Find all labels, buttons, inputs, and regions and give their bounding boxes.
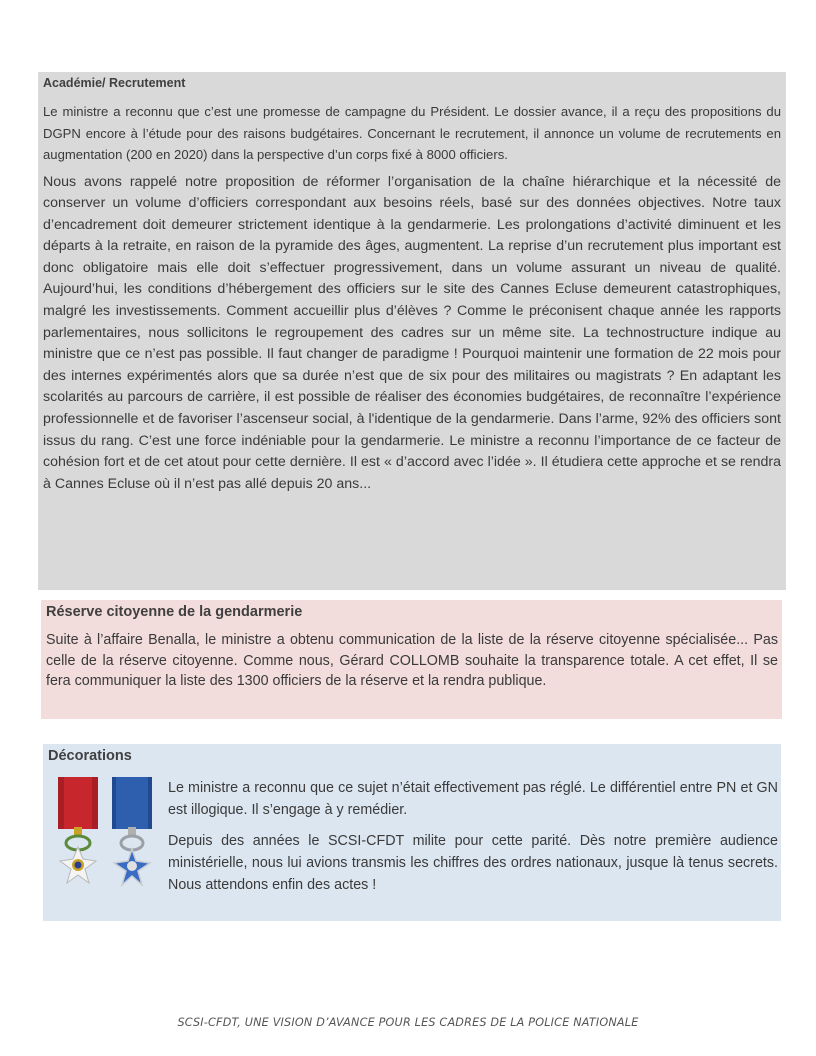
- academie-paragraph-1: Le ministre a reconnu que c’est une promesse de campagne du Président. Le dossier avance, il a reçu des propositions du DGPN encore à l’étude pour des raisons budgétaires. Concernant le recrutement, il annonce un volume de recrutements en augmentation (200 en 2020) dans la perspective d’un corps fixé à 8000 officiers.: [43, 104, 781, 162]
- medals-image: [56, 777, 154, 893]
- decorations-text: [168, 777, 778, 905]
- ordre-national-merite-medal-icon: [112, 777, 152, 885]
- reserve-section: [41, 600, 782, 719]
- footer-slogan: SCSI-CFDT, UNE VISION D’AVANCE POUR LES CADRES DE LA POLICE NATIONALE: [177, 1016, 639, 1029]
- decorations-title: Décorations: [48, 748, 132, 764]
- reserve-paragraph: Suite à l’affaire Benalla, le ministre a obtenu communication de la liste de la réserve citoyenne spécialisée... Pas celle de la réserve citoyenne. Comme nous, Gérard COLLOMB souhaite la transparence totale. A cet effet, Il se fera communiquer la liste des 1300 officiers de la réserve et la rendra publique.: [46, 632, 778, 689]
- decorations-paragraph-2: Depuis des années le SCSI-CFDT milite pour cette parité. Dès notre première audience ministérielle, nous lui avions transmis les chiffres des ordres nationaux, jusque là tenus secrets. Nous attendons enfin des actes !: [168, 833, 778, 893]
- reserve-title: Réserve citoyenne de la gendarmerie: [46, 604, 303, 620]
- decorations-section: [43, 744, 781, 921]
- academie-section: [38, 72, 786, 590]
- decorations-paragraph-1: Le ministre a reconnu que ce sujet n’était effectivement pas réglé. Le différentiel entre PN et GN est illogique. Il s’engage à y remédier.: [168, 780, 778, 818]
- academie-title: Académie/ Recrutement: [43, 76, 186, 90]
- academie-paragraph-2: Nous avons rappelé notre proposition de réformer l’organisation de la chaîne hiérarchique et la nécessité de conserver un volume d’officiers correspondant aux besoins réels, basé sur des données objectives. Notre taux d’encadrement doit demeurer strictement identique à la gendarmerie. Les prolongations d’activité diminuent et les départs à la retraite, en raison de la pyramide des âges, augmentent. La reprise d’un recrutement plus important est donc obligatoire mais elle doit s’effectuer progressivement, dans un volume assurant un niveau de qualité. Aujourd’hui, les conditions d’hébergement des officiers sur le site des Cannes Ecluse demeurent catastrophiques, malgré les investissements. Comment accueillir plus d’élèves ? Comme le préconisent chaque année les rapports parlementaires, nous sollicitons le regroupement des cadres sur un même site. La technostructure indique au ministre que ce n’est pas possible. Il faut changer de paradigme ! Pourquoi maintenir une formation de 22 mois pour des internes expérimentés alors que sa durée n’est que de six pour des militaires ou magistrats ? En adaptant les scolarités au parcours de carrière, il est possible de réaliser des économies budgétaires, de reconnaître l’expérience professionnelle et de favoriser l’ascenseur social, à l'identique de la gendarmerie. Dans l’arme, 92% des officiers sont issus du rang. C’est une force indéniable pour la gendarmerie. Le ministre a reconnu l’importance de ce facteur de cohésion fort et de cet atout pour cette dernière. Il est « d’accord avec l’idée ». Il étudiera cette approche et se rendra à Cannes Ecluse où il n’est pas allé depuis 20 ans...: [43, 173, 781, 492]
- legion-honneur-medal-icon: [58, 777, 98, 883]
